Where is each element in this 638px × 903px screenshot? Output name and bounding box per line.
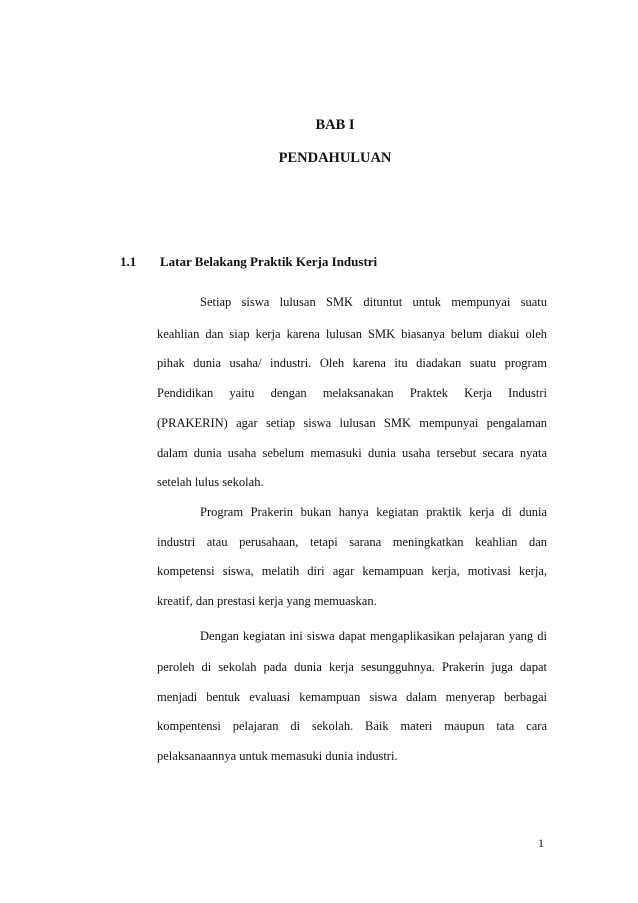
paragraph-line: dalam dunia usaha sebelum memasuki dunia usaha tersebut secara nyata [157, 446, 547, 460]
paragraph-line: peroleh di sekolah pada dunia kerja sesungguhnya. Prakerin juga dapat [157, 660, 547, 674]
page-number: 1 [538, 836, 544, 850]
paragraph-line: Pendidikan yaitu dengan melaksanakan Praktek Kerja Industri [157, 386, 547, 400]
paragraph-line: menjadi bentuk evaluasi kemampuan siswa dalam menyerap berbagai [157, 690, 547, 704]
paragraph-line: pelaksanaannya untuk memasuki dunia industri. [157, 749, 398, 763]
paragraph-line: (PRAKERIN) agar setiap siswa lulusan SMK mempunyai pengalaman [157, 416, 547, 430]
chapter-label: BAB I [315, 117, 355, 133]
section-title: Latar Belakang Praktik Kerja Industri [160, 254, 378, 269]
paragraph-line: Program Prakerin bukan hanya kegiatan praktik kerja di dunia [200, 505, 547, 519]
section-number: 1.1 [120, 254, 137, 269]
paragraph-line: setelah lulus sekolah. [157, 475, 264, 489]
paragraph-line: kompetensi siswa, melatih diri agar kemampuan kerja, motivasi kerja, [157, 564, 547, 578]
chapter-title: PENDAHULUAN [278, 150, 392, 166]
paragraph-line: Dengan kegiatan ini siswa dapat mengaplikasikan pelajaran yang di [200, 629, 547, 643]
paragraph-line: kreatif, dan prestasi kerja yang memuaskan. [157, 594, 377, 608]
section-heading [120, 254, 377, 270]
paragraph-line: keahlian dan siap kerja karena lulusan SMK biasanya belum diakui oleh [157, 327, 547, 341]
paragraph-line: pihak dunia usaha/ industri. Oleh karena itu diadakan suatu program [157, 356, 547, 370]
paragraph-line: Setiap siswa lulusan SMK dituntut untuk mempunyai suatu [200, 295, 547, 309]
paragraph-line: kompentensi pelajaran di sekolah. Baik materi maupun tata cara [157, 719, 547, 733]
paragraph-line: industri atau perusahaan, tetapi sarana meningkatkan keahlian dan [157, 535, 547, 549]
